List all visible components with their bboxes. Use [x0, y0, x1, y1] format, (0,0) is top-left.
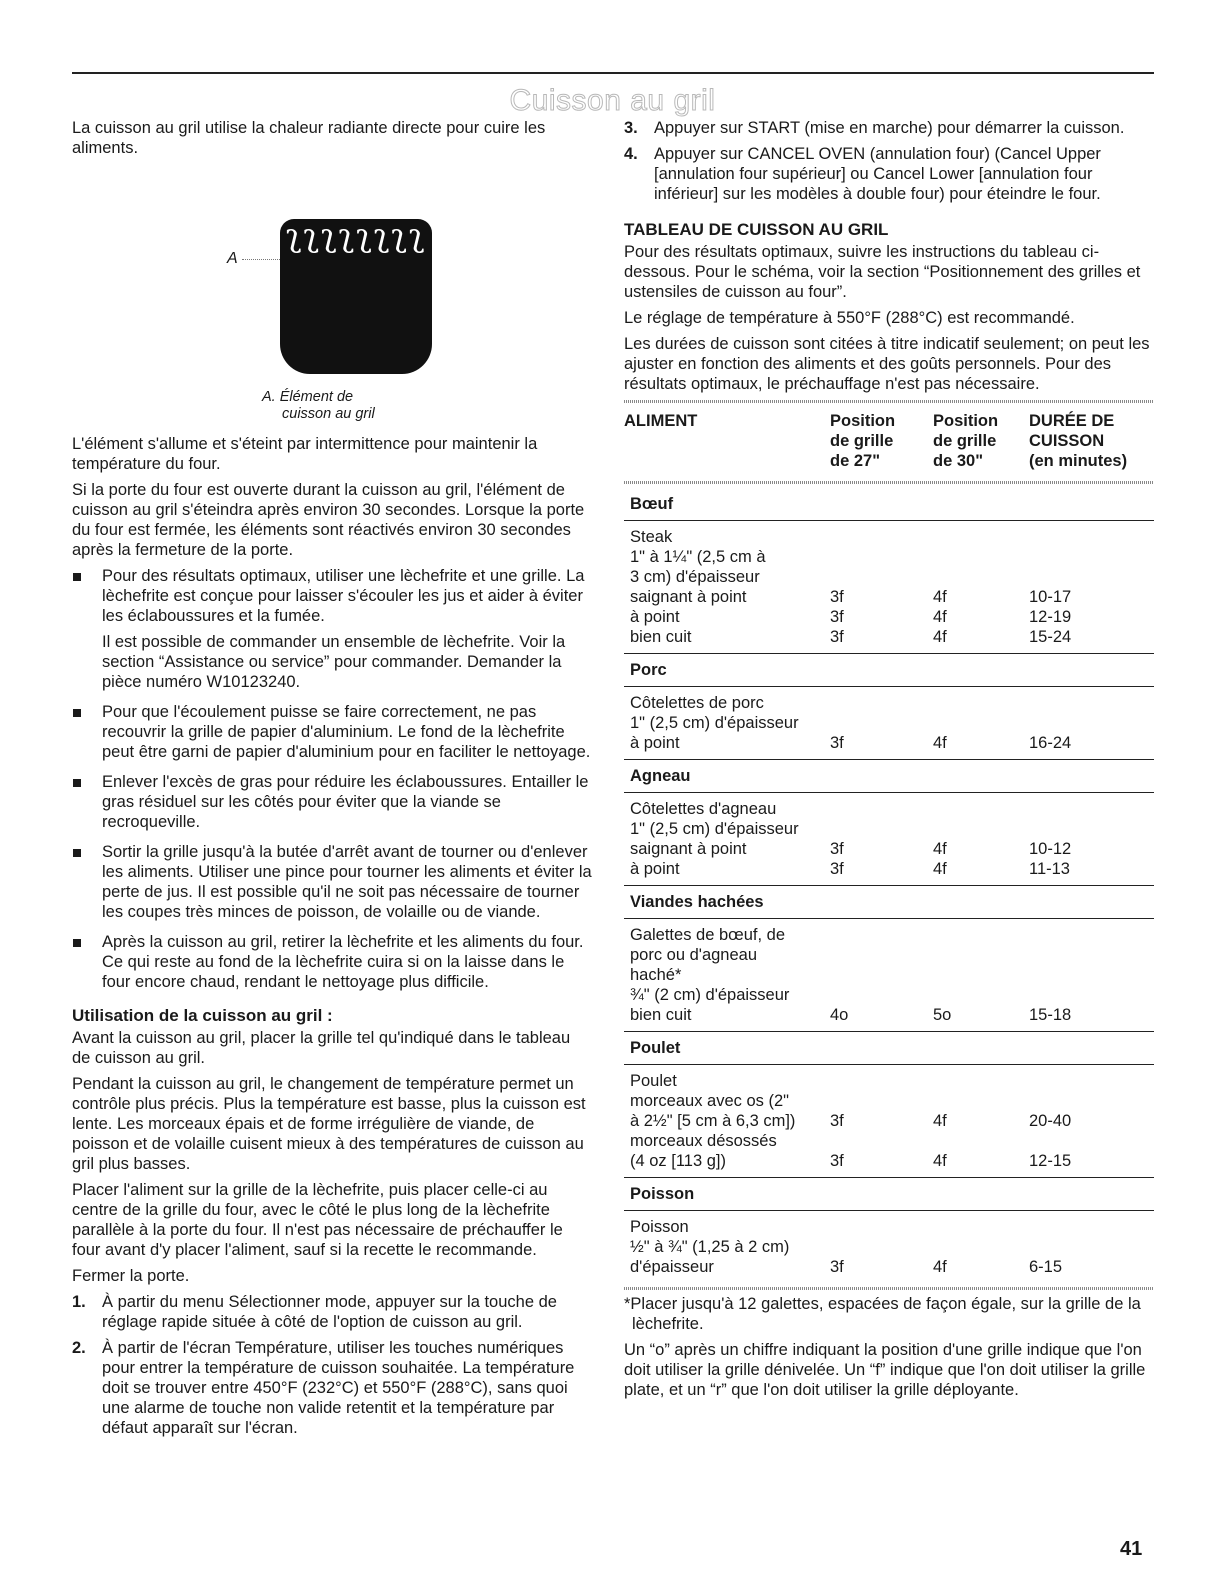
position-27-cell — [830, 521, 933, 548]
header-line: DURÉE DE — [1029, 412, 1115, 430]
position-27-cell — [830, 1211, 933, 1238]
header-line: de grille — [830, 432, 894, 450]
time-cell: 6-15 — [1029, 1258, 1063, 1276]
position-27-cell — [830, 1065, 933, 1092]
position-30-cell — [933, 985, 1029, 1005]
position-27-cell — [830, 1091, 933, 1111]
time-cell — [1029, 1237, 1154, 1257]
callout-line — [242, 259, 284, 260]
position-27-cell — [830, 919, 933, 946]
table-row — [624, 547, 1154, 567]
food-cell: bien cuit — [624, 1005, 830, 1032]
header-line: Position — [830, 412, 896, 430]
position-30-cell — [933, 567, 1029, 587]
position-27-cell: 3f — [830, 840, 844, 858]
table-row — [624, 733, 1154, 760]
position-30-cell — [933, 1065, 1029, 1092]
food-cell: (4 oz [113 g]) — [624, 1151, 830, 1178]
food-cell: Poulet — [630, 1072, 677, 1090]
table-row — [624, 567, 1154, 587]
header-line: de 30" — [933, 452, 984, 470]
table-row — [624, 713, 1154, 733]
position-30-cell — [933, 1091, 1029, 1111]
position-30-cell: 4f — [933, 1258, 947, 1276]
food-cell: morceaux désossés — [630, 1132, 777, 1150]
top-rule — [72, 72, 1154, 74]
food-cell: haché* — [630, 966, 682, 984]
step-number: 4. — [624, 145, 638, 163]
time-cell — [1029, 1211, 1154, 1238]
header-line: (en minutes) — [1029, 452, 1128, 470]
position-30-cell — [933, 1131, 1029, 1151]
time-cell: 15-24 — [1029, 627, 1154, 654]
position-27-cell — [830, 1131, 933, 1151]
paragraph: Placer l'aliment sur la grille de la lèchefrite, puis placer celle-ci au centre de la grille du four, avec le côté le plus long de la lèchefrite parallèle à la porte du four. Il n'est pas nécessaire de préchauffer le four avant d'y placer l'aliment, sauf si la recette le recommande. — [72, 1181, 563, 1259]
list-item — [72, 702, 592, 762]
position-27-cell — [830, 965, 933, 985]
footnote: *Placer jusqu'à 12 galettes, espacées de façon égale, sur la grille de la lèchefrite. — [624, 1295, 1141, 1333]
table-notes — [624, 1294, 1154, 1400]
table-row — [624, 945, 1154, 965]
list-item-text: Enlever l'excès de gras pour réduire les éclaboussures. Entailler le gras résiduel sur les côtés pour éviter que la viande se recroqueville. — [102, 773, 589, 831]
header-line: CUISSON — [1029, 432, 1105, 450]
header-position-30 — [933, 407, 1029, 477]
list-item-text: Après la cuisson au gril, retirer la lèchefrite et les aliments du four. Ce qui reste au fond de la lèchefrite cuira si on la laisse dans le four encore chaud, rendant le nettoyage plus difficile. — [102, 933, 584, 991]
table-row — [624, 521, 1154, 548]
food-cell: 1" (2,5 cm) d'épaisseur — [630, 820, 799, 838]
table-row — [624, 1257, 1154, 1283]
caption-line-1: A. Élément de — [262, 389, 354, 405]
step-text: À partir du menu Sélectionner mode, appuyer sur la touche de réglage rapide située à côté de l'option de cuisson au gril. — [102, 1293, 557, 1331]
rack-note: Un “o” après un chiffre indiquant la position d'une grille indique que l'on doit utiliser la grille dénivelée. Un “f” indique que l'on doit utiliser la grille plate, et un “r” que l'on doit utiliser la grille déployante. — [624, 1341, 1146, 1399]
time-cell: 15-18 — [1029, 1005, 1154, 1032]
position-30-cell — [933, 687, 1029, 714]
time-cell — [1029, 793, 1154, 820]
list-item-text: Pour que l'écoulement puisse se faire correctement, ne pas recouvrir la grille de papier d'aluminium. Le fond de la lèchefrite peut être garni de papier d'aluminium pour en faciliter le nettoyage. — [102, 703, 591, 761]
table-row — [624, 919, 1154, 946]
list-item-text: Pour des résultats optimaux, utiliser une lèchefrite et une grille. La lèchefrite est conçue pour laisser s'écouler les jus et aider à éviter les éclaboussures et la fumée. — [102, 567, 585, 625]
time-cell — [1029, 1065, 1154, 1092]
time-cell — [1029, 521, 1154, 548]
table-category-row — [624, 1032, 1154, 1065]
figure-caption — [262, 389, 375, 423]
food-cell: à point — [630, 608, 680, 626]
header-line: de 27" — [830, 452, 881, 470]
header-time — [1029, 407, 1154, 477]
left-column — [72, 118, 592, 1444]
food-cell: à 2½" [5 cm à 6,3 cm]) — [630, 1112, 796, 1130]
steps-list — [624, 118, 1154, 204]
position-27-cell — [830, 945, 933, 965]
header-position-27 — [830, 407, 933, 477]
table-row — [624, 859, 1154, 886]
position-27-cell: 4o — [830, 1005, 933, 1032]
position-27-cell — [830, 547, 933, 567]
category-label: Poulet — [624, 1032, 1154, 1065]
list-item-text: Sortir la grille jusqu'à la butée d'arrêt avant de tourner ou d'enlever les aliments. Utiliser une pince pour tourner les aliments et éviter la perte de jus. Il est possible qu'il ne soit pas nécessaire de tourner les coupes très minces de poisson, de volaille ou de viande. — [102, 843, 592, 921]
position-27-cell — [830, 985, 933, 1005]
step-item — [72, 1338, 592, 1438]
time-cell: 11-13 — [1029, 859, 1154, 886]
section-heading: Utilisation de la cuisson au gril : — [72, 1006, 333, 1025]
broil-element-figure — [72, 164, 592, 434]
figure-callout-letter: A — [227, 250, 238, 267]
food-cell: 3 cm) d'épaisseur — [630, 568, 760, 586]
table-row — [624, 985, 1154, 1005]
position-30-cell: 5o — [933, 1005, 1029, 1032]
table-row — [624, 1065, 1154, 1092]
food-cell: Côtelettes d'agneau — [630, 800, 777, 818]
table-top-rule — [624, 400, 1154, 403]
position-30-cell — [933, 945, 1029, 965]
table-header-row — [624, 407, 1154, 477]
broil-element-icon: ʅʅʅʅʅʅʅʅ — [285, 216, 427, 254]
table-category-row — [624, 488, 1154, 521]
position-27-cell: 3f — [830, 1112, 844, 1130]
position-30-cell — [933, 1211, 1029, 1238]
step-number: 3. — [624, 119, 638, 137]
table-row — [624, 1091, 1154, 1111]
position-27-cell: 3f — [830, 1258, 844, 1276]
time-cell: 10-17 — [1029, 588, 1072, 606]
position-30-cell — [933, 793, 1029, 820]
position-27-cell — [830, 793, 933, 820]
step-item — [624, 118, 1154, 138]
position-30-cell — [933, 713, 1029, 733]
tips-list — [72, 566, 592, 992]
step-number: 2. — [72, 1339, 86, 1357]
position-30-cell — [933, 965, 1029, 985]
list-item — [72, 566, 592, 692]
table-row — [624, 607, 1154, 627]
step-item — [72, 1292, 592, 1332]
time-cell: 12-15 — [1029, 1151, 1154, 1178]
table-bottom-rule — [624, 1287, 1154, 1290]
table-row — [624, 687, 1154, 714]
time-cell — [1029, 919, 1154, 946]
food-cell: 1" à 1¼" (2,5 cm à — [630, 548, 766, 566]
position-27-cell — [830, 1237, 933, 1257]
paragraph: Les durées de cuisson sont citées à titre indicatif seulement; on peut les ajuster en fonction des aliments et des goûts personnels. Pour des résultats optimaux, le préchauffage n'est pas nécessaire. — [624, 335, 1150, 393]
time-cell — [1029, 1131, 1154, 1151]
table-row — [624, 1131, 1154, 1151]
position-30-cell — [933, 919, 1029, 946]
time-cell — [1029, 945, 1154, 965]
table-row — [624, 839, 1154, 859]
header-food: ALIMENT — [624, 412, 698, 430]
time-cell: 12-19 — [1029, 608, 1072, 626]
table-row — [624, 1237, 1154, 1257]
position-30-cell: 4f — [933, 588, 947, 606]
step-text: Appuyer sur START (mise en marche) pour démarrer la cuisson. — [654, 119, 1125, 137]
position-27-cell: 3f — [830, 733, 933, 760]
category-label: Agneau — [624, 760, 1154, 793]
table-row — [624, 1151, 1154, 1178]
position-27-cell — [830, 687, 933, 714]
broil-chart-table — [624, 407, 1154, 1283]
paragraph: Le réglage de température à 550°F (288°C) est recommandé. — [624, 309, 1075, 327]
step-item — [624, 144, 1154, 204]
table-category-row — [624, 654, 1154, 687]
position-27-cell: 3f — [830, 627, 933, 654]
time-cell: 20-40 — [1029, 1112, 1072, 1130]
category-label: Viandes hachées — [624, 886, 1154, 919]
food-cell: 1" (2,5 cm) d'épaisseur — [630, 714, 799, 732]
table-row — [624, 793, 1154, 820]
category-label: Porc — [624, 654, 1154, 687]
header-line: Position — [933, 412, 999, 430]
position-27-cell: 3f — [830, 859, 933, 886]
food-cell: ¾" (2 cm) d'épaisseur — [630, 986, 790, 1004]
position-30-cell: 4f — [933, 1151, 1029, 1178]
food-cell: Steak — [630, 528, 673, 546]
food-cell: morceaux avec os (2" — [630, 1092, 790, 1110]
time-cell — [1029, 965, 1154, 985]
list-item-subtext: Il est possible de commander un ensemble de lèchefrite. Voir la section “Assistance ou service” pour commander. Demander la pièce numéro W10123240. — [102, 633, 566, 691]
time-cell: 16-24 — [1029, 733, 1154, 760]
food-cell: saignant à point — [630, 588, 747, 606]
position-30-cell: 4f — [933, 608, 947, 626]
food-cell: à point — [624, 859, 830, 886]
table-category-row — [624, 1178, 1154, 1211]
position-27-cell — [830, 567, 933, 587]
position-30-cell: 4f — [933, 733, 1029, 760]
position-30-cell — [933, 819, 1029, 839]
position-30-cell: 4f — [933, 859, 1029, 886]
page-title: Cuisson au gril — [509, 84, 716, 117]
paragraph: Avant la cuisson au gril, placer la grille tel qu'indiqué dans le tableau de cuisson au gril. — [72, 1029, 571, 1067]
table-body — [624, 488, 1154, 1283]
paragraph: Pendant la cuisson au gril, le changement de température permet un contrôle plus précis. Plus la température est basse, plus la cuisson est lente. Les morceaux épais et de forme irrégulière de viande, de poisson et de volaille cuisent mieux à des températures de cuisson au gril plus basses. — [72, 1075, 586, 1173]
position-27-cell — [830, 819, 933, 839]
time-cell — [1029, 713, 1154, 733]
time-cell — [1029, 567, 1154, 587]
food-cell: bien cuit — [624, 627, 830, 654]
table-heading: TABLEAU DE CUISSON AU GRIL — [624, 220, 889, 239]
time-cell — [1029, 547, 1154, 567]
food-cell: Galettes de bœuf, de — [630, 926, 786, 944]
table-row — [624, 1005, 1154, 1032]
position-30-cell: 4f — [933, 627, 1029, 654]
time-cell — [1029, 1091, 1154, 1111]
table-category-row — [624, 760, 1154, 793]
time-cell — [1029, 985, 1154, 1005]
header-rule — [624, 481, 1154, 484]
list-item — [72, 772, 592, 832]
list-item — [72, 842, 592, 922]
right-column — [624, 118, 1154, 1406]
page-number: 41 — [1120, 1538, 1143, 1560]
table-row — [624, 587, 1154, 607]
caption-line-2: cuisson au gril — [282, 406, 375, 422]
food-cell: Côtelettes de porc — [630, 694, 764, 712]
category-label: Poisson — [624, 1178, 1154, 1211]
position-27-cell: 3f — [830, 1151, 933, 1178]
table-row — [624, 1211, 1154, 1238]
paragraph: Si la porte du four est ouverte durant la cuisson au gril, l'élément de cuisson au gril s'éteindra après environ 30 secondes. Lorsque la porte du four est fermée, les éléments sont réactivés environ 30 secondes après la fermeture de la porte. — [72, 481, 585, 559]
oven-cavity-illustration — [280, 216, 432, 374]
position-27-cell: 3f — [830, 608, 844, 626]
time-cell: 10-12 — [1029, 840, 1072, 858]
table-row — [624, 627, 1154, 654]
paragraph: L'élément s'allume et s'éteint par intermittence pour maintenir la température du four. — [72, 435, 538, 473]
position-30-cell — [933, 521, 1029, 548]
time-cell — [1029, 819, 1154, 839]
table-row — [624, 965, 1154, 985]
table-category-row — [624, 886, 1154, 919]
step-number: 1. — [72, 1293, 86, 1311]
table-row — [624, 819, 1154, 839]
food-cell: à point — [624, 733, 830, 760]
food-cell: saignant à point — [630, 840, 747, 858]
position-30-cell: 4f — [933, 840, 947, 858]
step-text: À partir de l'écran Température, utiliser les touches numériques pour entrer la température de cuisson souhaitée. La température doit se trouver entre 450°F (232°C) et 550°F (288°C), sans quoi une alarme de touche non valide retentit et la température par défaut apparaît sur l'écran. — [102, 1339, 575, 1437]
position-30-cell: 4f — [933, 1112, 947, 1130]
step-text: Appuyer sur CANCEL OVEN (annulation four) (Cancel Upper [annulation four supérieur] ou Cancel Lower [annulation four inférieur] sur les modèles à double four) pour éteindre le four. — [654, 145, 1101, 203]
category-label: Bœuf — [624, 488, 1154, 521]
food-cell: Poisson — [630, 1218, 689, 1236]
paragraph: Pour des résultats optimaux, suivre les instructions du tableau ci-dessous. Pour le schéma, voir la section “Positionnement des grilles et ustensiles de cuisson au four”. — [624, 243, 1141, 301]
position-27-cell — [830, 713, 933, 733]
position-30-cell — [933, 1237, 1029, 1257]
food-cell: ½" à ¾" (1,25 à 2 cm) — [630, 1238, 790, 1256]
steps-list — [72, 1292, 592, 1438]
time-cell — [1029, 687, 1154, 714]
header-line: de grille — [933, 432, 997, 450]
table-row — [624, 1111, 1154, 1131]
food-cell: porc ou d'agneau — [630, 946, 758, 964]
paragraph: Fermer la porte. — [72, 1267, 190, 1285]
list-item — [72, 932, 592, 992]
intro-paragraph: La cuisson au gril utilise la chaleur radiante directe pour cuire les aliments. — [72, 119, 546, 157]
position-27-cell: 3f — [830, 588, 844, 606]
food-cell: d'épaisseur — [630, 1258, 714, 1276]
position-30-cell — [933, 547, 1029, 567]
